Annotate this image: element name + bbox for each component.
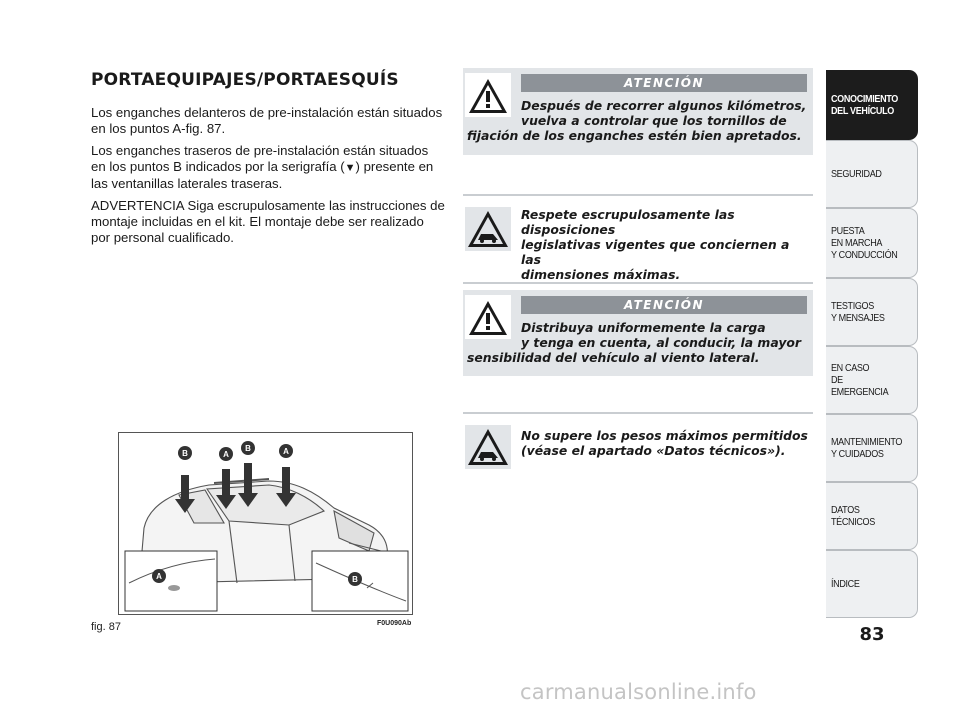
triangle-down-icon: ▼ (344, 162, 356, 174)
caution-text-4 (467, 428, 811, 458)
figure-code: F0U090Ab (377, 620, 412, 627)
paragraph-rear-mounts (91, 143, 446, 192)
paragraph-warning: ADVERTENCIA Siga escrupulosamente las instrucciones de montaje incluidas en el kit. El montaje debe ser realizado por personal cualificado. (91, 198, 445, 245)
warning-3-line1: Distribuya uniformemente la carga (521, 320, 766, 335)
page-number: 83 (859, 624, 885, 645)
warning-1-line1: Después de recorrer algunos kilómetros, (521, 98, 807, 113)
label-a1: A (223, 450, 229, 459)
caution-2-line1: Respete escrupulosamente las disposiciones (521, 207, 735, 237)
caution-4-line2: (véase el apartado «Datos técnicos»). (521, 443, 786, 458)
label-b2: B (245, 444, 251, 453)
paragraph-rear-mounts-a: Los enganches traseros de pre-instalación están situados en los puntos B indicados por la serigrafía ( (91, 143, 429, 174)
nav-tab-label: TESTIGOS Y MENSAJES (831, 300, 885, 324)
nav-tab-label: ÍNDICE (831, 578, 860, 590)
caution-2-line2: legislativas vigentes que conciernen a las (521, 237, 790, 267)
warning-header: ATENCIÓN (521, 296, 807, 314)
nav-tab-testigos[interactable] (826, 278, 918, 346)
warning-1-line3: fijación de los enganches estén bien apretados. (467, 128, 802, 143)
warning-3-line3: sensibilidad del vehículo al viento lateral. (467, 350, 760, 365)
warning-text-1 (467, 98, 811, 143)
section-title: PORTAEQUIPAJES/PORTAESQUÍS (91, 70, 399, 90)
divider (463, 194, 813, 196)
nav-tab-label: EN CASO DE EMERGENCIA (831, 362, 889, 398)
nav-tab-datos-tecnicos[interactable] (826, 482, 918, 550)
warning-text-3 (467, 320, 811, 365)
warning-3-line2: y tenga en cuenta, al conducir, la mayor (521, 335, 802, 350)
divider (463, 412, 813, 414)
caution-box-2 (463, 198, 813, 282)
figure-roof-mounts (118, 432, 413, 615)
nav-tab-label: SEGURIDAD (831, 168, 882, 180)
nav-tab-label: CONOCIMIENTO DEL VEHÍCULO (831, 93, 898, 117)
warning-header: ATENCIÓN (521, 74, 807, 92)
nav-tab-label: DATOS TÉCNICOS (831, 504, 875, 528)
nav-tab-conocimiento[interactable] (826, 70, 918, 140)
nav-tab-seguridad[interactable] (826, 140, 918, 208)
caution-box-4 (463, 416, 813, 472)
nav-tab-label: MANTENIMIENTO Y CUIDADOS (831, 436, 903, 460)
watermark: carmanualsonline.info (520, 680, 757, 704)
nav-tab-label: PUESTA EN MARCHA Y CONDUCCIÓN (831, 225, 898, 261)
caution-2-line3: dimensiones máximas. (521, 267, 681, 282)
paragraph-front-mounts: Los enganches delanteros de pre-instalación están situados en los puntos A-fig. 87. (91, 105, 443, 136)
nav-tab-mantenimiento[interactable] (826, 414, 918, 482)
label-a2: A (283, 447, 289, 456)
label-b-inset: B (352, 575, 358, 584)
paragraph-rear-mounts-b: ) presente en las ventanillas laterales traseras. (91, 159, 434, 191)
figure-caption: fig. 87 (91, 621, 121, 633)
divider (463, 282, 813, 284)
caution-text-2 (467, 207, 811, 282)
label-a-inset: A (156, 572, 162, 581)
label-b1: B (182, 449, 188, 458)
nav-tab-emergencia[interactable] (826, 346, 918, 414)
warning-box-1 (463, 68, 813, 155)
car-illustration (119, 433, 412, 614)
nav-tab-puesta-en-marcha[interactable] (826, 208, 918, 278)
nav-tab-indice[interactable] (826, 550, 918, 618)
warning-1-line2: vuelva a controlar que los tornillos de (521, 113, 787, 128)
caution-4-line1: No supere los pesos máximos permitidos (521, 428, 808, 443)
body-text (91, 105, 446, 252)
warning-box-3 (463, 290, 813, 376)
